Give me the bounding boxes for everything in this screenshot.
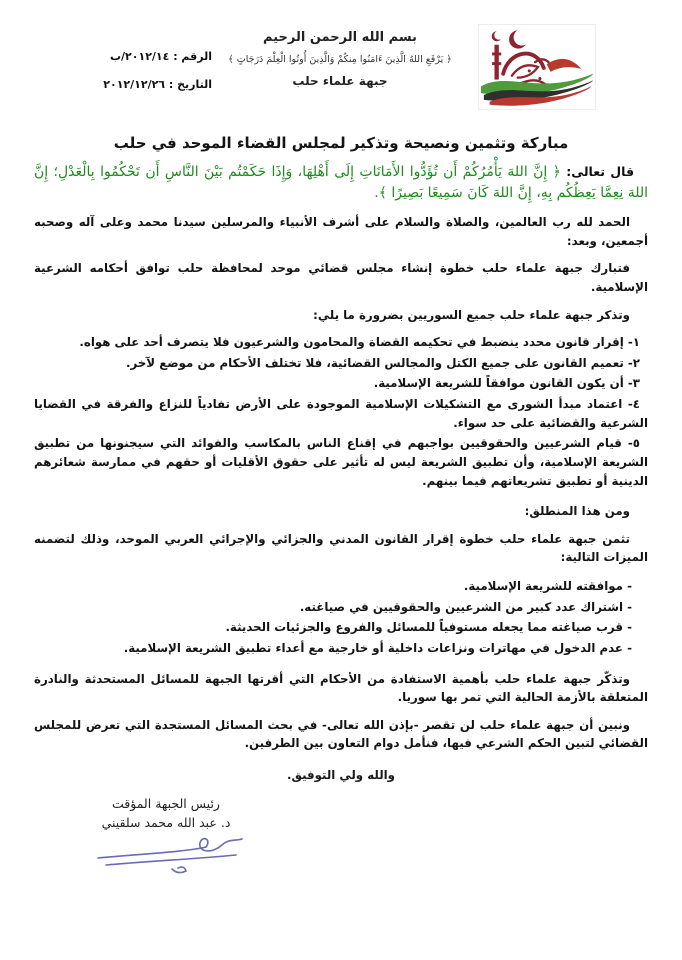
features-list bbox=[34, 577, 648, 658]
crescent-icon bbox=[509, 30, 526, 48]
verse-text: ﴿ إِنَّ اللهَ يَأْمُرُكُمْ أَن تُؤَدُّوا الأَمَانَاتِ إِلَى أَهْلِهَا، وَإِذَا حَكَمْتُم بَيْنَ النَّاسِ أَن تَحْكُمُوا بِالْعَدْلِ؛ إِنَّ اللهَ نِعِمَّا يَعِظُكُم بِهِ، إِنَّ اللهَ كَانَ سَمِيعًا بَصِيرًا ﴾. bbox=[34, 164, 648, 201]
paragraph-cooperation: ونبين أن جبهة علماء حلب لن تقصر -بإذن الله تعالى- في بحث المسائل المستجدة التي تعرض للمجلس القضائي لتبين الحكم الشرعي فيها، فنأمل دوام التعاون بين الطرفين. bbox=[34, 717, 648, 751]
basmala-text: بسم الله الرحمن الرحيم bbox=[263, 30, 417, 45]
letterhead-verse: ﴿ يَرْفَعِ اللهُ الَّذِينَ ءَامَنُوا مِنكُمْ وَالَّذِينَ أُوتُوا الْعِلْمَ دَرَجَاتٍ ﴾ bbox=[228, 54, 452, 65]
paragraph-opening: الحمد لله رب العالمين، والصلاة والسلام على أشرف الأنبياء والمرسلين سيدنا محمد وعلى آله وصحبه أجمعين، وبعد: bbox=[34, 215, 648, 248]
feature-item: - عدم الدخول في مهاترات ونزاعات داخلية أو خارجية مع أعداء تطبيق الشريعة الإسلامية. bbox=[123, 640, 632, 655]
list-item: ١- إقرار قانون محدد ينضبط في تحكيمه القضاة والمحامون والشرعيون فلا يتصرف أحد على هواه. bbox=[79, 335, 640, 350]
feature-item: - موافقته للشريعة الإسلامية. bbox=[463, 579, 632, 593]
letterhead-center bbox=[212, 24, 468, 88]
signature-block bbox=[90, 796, 242, 880]
signatory-role: رئيس الجبهة المؤقت bbox=[112, 796, 220, 811]
minaret-icon bbox=[492, 31, 502, 79]
paragraph-blessing: فتبارك جبهة علماء حلب خطوة إنشاء مجلس قضائي موحد لمحافظة حلب توافق أحكامه الشرعية الإسلامية. bbox=[34, 261, 648, 294]
org-logo bbox=[478, 24, 596, 110]
paragraph-standpoint: ومن هذا المنطلق: bbox=[524, 504, 630, 519]
list-item: ٣- أن يكون القانون موافقاً للشريعة الإسلامية. bbox=[373, 376, 640, 391]
letterhead bbox=[34, 24, 648, 110]
numbered-list bbox=[34, 333, 648, 490]
feature-item: - اشتراك عدد كبير من الشرعيين والحقوقيين في صياغته. bbox=[299, 599, 632, 614]
paragraph-appreciation: تثمن جبهة علماء حلب خطوة إقرار القانون المدني والجزائي والإجرائي العربي الموحد، وذلك لتضمنه الميزات التالية: bbox=[34, 531, 648, 565]
closing-line: والله ولي التوفيق. bbox=[286, 768, 396, 782]
aleppo-scholars-front-logo-icon bbox=[479, 25, 595, 109]
reference-number bbox=[34, 50, 212, 63]
date-label: التاريخ : bbox=[165, 78, 212, 91]
list-item: ٥- قيام الشرعيين والحقوقيين بواجبهم في إقناع الناس بالمكاسب والفوائد التي سيجنونها من تطبيق الشريعة الإسلامية، وأن تطبيق الشريعة ليس له تأثير على حقوق الأقليات أو حقهم في ممارسة شعائرهم الدينية أو تطبيق تشريعاتهم فيما بينهم. bbox=[34, 436, 648, 488]
list-item: ٢- تعميم القانون على جميع الكتل والمجالس القضائية، فلا تختلف الأحكام من موضع لآخر. bbox=[125, 355, 640, 370]
feature-item: - قرب صياغته مما يجعله مستوفياً للمسائل والفروع والجزئيات الحديثة. bbox=[225, 620, 632, 635]
reference-value: ٢٠١٢/١٤/ب bbox=[109, 50, 170, 63]
org-name-text: جبهة علماء حلب bbox=[292, 74, 388, 88]
paragraph-reminder-intro: وتذكر جبهة علماء حلب جميع السوريين بضرورة ما يلي: bbox=[313, 307, 630, 322]
verse-intro: قال تعالى: bbox=[566, 164, 635, 179]
document-date bbox=[34, 78, 212, 91]
red-ribbon-icon bbox=[547, 59, 582, 72]
paragraph-benefit-reminder: وتذكّر جبهة علماء حلب بأهمية الاستفادة من الأحكام التي أقرتها الجبهة للمسائل المستحدثة والنادرة المتعلقة بالأزمة الحالية التي تمر بها سوريا. bbox=[34, 671, 648, 705]
list-item: ٤- اعتماد مبدأ الشورى مع التشكيلات الإسلامية الموجودة على الأرض تفادياً للنزاع والفرقة في القضايا الشرعية والقضائية على حد سواء. bbox=[34, 397, 648, 430]
date-value: ٢٠١٢/١٢/٢٦ bbox=[103, 78, 166, 91]
letterhead-meta bbox=[34, 24, 212, 91]
document-title: مباركة وتثمين ونصيحة وتذكير لمجلس القضاء الموحد في حلب bbox=[113, 134, 569, 152]
handwritten-signature-icon bbox=[90, 830, 270, 880]
reference-label: الرقم : bbox=[169, 50, 212, 63]
signatory-name: د. عبد الله محمد سلقيني bbox=[101, 815, 231, 830]
quran-verse-paragraph bbox=[34, 162, 648, 204]
dome-icon bbox=[503, 54, 544, 74]
